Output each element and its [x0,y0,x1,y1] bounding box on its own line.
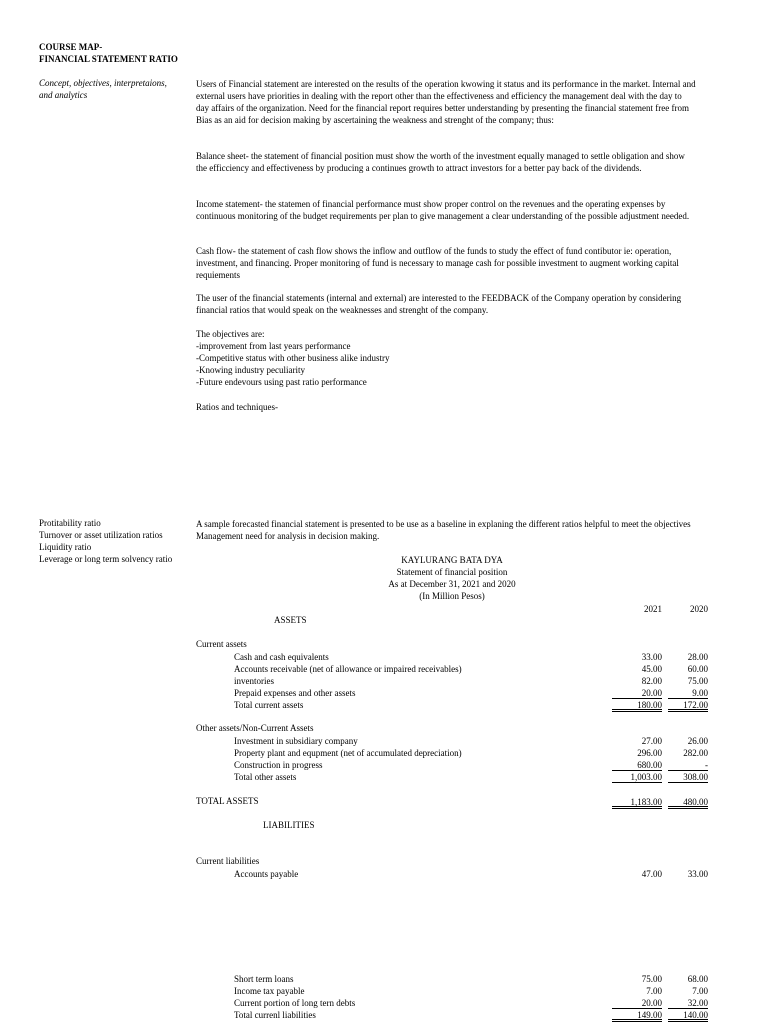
total-assets-2020: 480.00 [668,796,708,809]
assets-heading: ASSETS [274,615,307,625]
line-item-label: Investment in subsidiary company [234,736,358,746]
line-item-label: Current portion of long tern debts [234,998,356,1008]
sample-intro: A sample forecasted financial statement is presented to be use as a baseline in explaning the different ratios helpful to meet the objectives Management need for analysis in decision making. [196,519,691,542]
value-2021: 82.00 [641,676,662,686]
value-2021: 20.00 [612,997,662,1009]
intro-paragraph-1: Users of Financial statement are interested on the results of the operation kwowing it status and its performance in the market. Internal and external users have priorities in dealing with the report other than the effectiveness and efficiency the management deal with the day to day affairs of the organization. Need for the financial report requires better understanding by presenting the financial statement free from Bias as an aid for decision making by ascertaining the weakness and strenght of the company; thus: [196,79,696,126]
side-label-line-1: Concept, objectives, interpretaions, [39,78,167,88]
value-2021: 33.00 [641,652,662,662]
intro-paragraph-cash-flow: Cash flow- the statement of cash flow shows the inflow and outflow of the funds to study the effect of fund contibutor ie: operation, investment, and financing. Proper monitoring of fund is necessary to manage cash for possible investment to augment working capital requiements [196,246,679,281]
total-value-2020: 172.00 [668,699,708,712]
line-item-label: Prepaid expenses and other assets [234,688,356,698]
line-item-label: Cash and cash equivalents [234,652,329,662]
line-item-label: Property plant and equpment (net of accumulated depreciation) [234,748,462,758]
ratios-label: Ratios and techniques- [196,402,278,412]
line-item-label: Construction in progress [234,760,323,770]
value-2020: 60.00 [687,664,708,674]
value-2020: 28.00 [687,652,708,662]
statement-title: Statement of financial position [396,567,508,577]
ratio-type-item: Liquidity ratio [39,542,92,552]
value-2020: 75.00 [687,676,708,686]
line-item-label: Short term loans [234,974,294,984]
total-other-assets-label: Total other assets [234,772,297,782]
value-2021: 20.00 [612,687,662,699]
total-value-2021: 180.00 [612,699,662,712]
line-item-label: Accounts receivable (net of allowance or impaired receivables) [234,664,462,674]
value-2021: 296.00 [637,748,662,758]
intro-paragraph-balance-sheet: Balance sheet- the statement of financial position must show the worth of the investment equally managed to settle obligation and show the efficciency and effectiveness by producing a continues growth to attract investors for a better pay back of the dividends. [196,151,685,174]
value-2020: - [668,759,708,771]
liabilities-heading: LIABILITIES [263,820,315,830]
total-current-liabilities-label: Total currenl liabilities [234,1010,316,1020]
value-2020: 26.00 [687,736,708,746]
line-item-label: Accounts payable [234,869,299,879]
value-2021: 47.00 [641,869,662,879]
doc-title-line-2: FINANCIAL STATEMENT RATIO [39,54,178,64]
value-2020: 282.00 [683,748,708,758]
value-2020: 32.00 [668,997,708,1009]
total-value-2020: 308.00 [668,771,708,783]
ratio-type-item: Leverage or long term solvency ratio [39,554,173,564]
objective-item: -Competitive status with other business alike industry [196,353,390,363]
intro-paragraph-feedback: The user of the financial statements (internal and external) are interested to the FEEDBACK of the Company operation by considering financial ratios that would speak on the weaknesses and strenght of the company. [196,293,682,316]
total-assets-label: TOTAL ASSETS [196,796,259,806]
value-2020: 9.00 [668,687,708,699]
column-header-2020: 2020 [690,604,708,614]
line-item-label: Income tax payable [234,986,305,996]
statement-unit: (In Million Pesos) [419,591,485,601]
company-name: KAYLURANG BATA DYA [401,555,503,565]
objective-item: -Knowing industry peculiarity [196,365,305,375]
total-value-2021: 1,003.00 [612,771,662,783]
column-header-2021: 2021 [644,604,662,614]
value-2020: 68.00 [687,974,708,984]
value-2021: 680.00 [612,759,662,771]
line-item-label: inventories [234,676,274,686]
value-2020: 33.00 [687,869,708,879]
ratio-type-item: Protitability ratio [39,518,101,528]
value-2021: 7.00 [646,986,662,996]
objective-item: -Future endevours using past ratio performance [196,377,367,387]
ratio-type-item: Turnover or asset utilization ratios [39,530,163,540]
statement-period: As at December 31, 2021 and 2020 [388,579,516,589]
value-2021: 27.00 [641,736,662,746]
objectives-title: The objectives are: [196,329,265,339]
doc-title-line-1: COURSE MAP- [39,42,103,52]
side-label-line-2: and analytics [39,90,88,100]
current-assets-label: Current assets [196,639,247,649]
value-2021: 45.00 [641,664,662,674]
objective-item: -improvement from last years performance [196,341,351,351]
total-value-2020: 140.00 [668,1009,708,1022]
value-2020: 7.00 [692,986,708,996]
other-assets-label: Other assets/Non-Current Assets [196,723,314,733]
value-2021: 75.00 [641,974,662,984]
total-assets-2021: 1,183.00 [612,796,662,809]
total-value-2021: 149.00 [612,1009,662,1022]
intro-paragraph-income-statement: Income statement- the statemen of financial performance must show proper control on the revenues and the operating expenses by continuous monitoring of the budget requirements per plan to give management a clear understanding of the possible adjustment needed. [196,199,690,222]
total-current-assets-label: Total current assets [234,700,304,710]
current-liabilities-label: Current liabilities [196,856,260,866]
